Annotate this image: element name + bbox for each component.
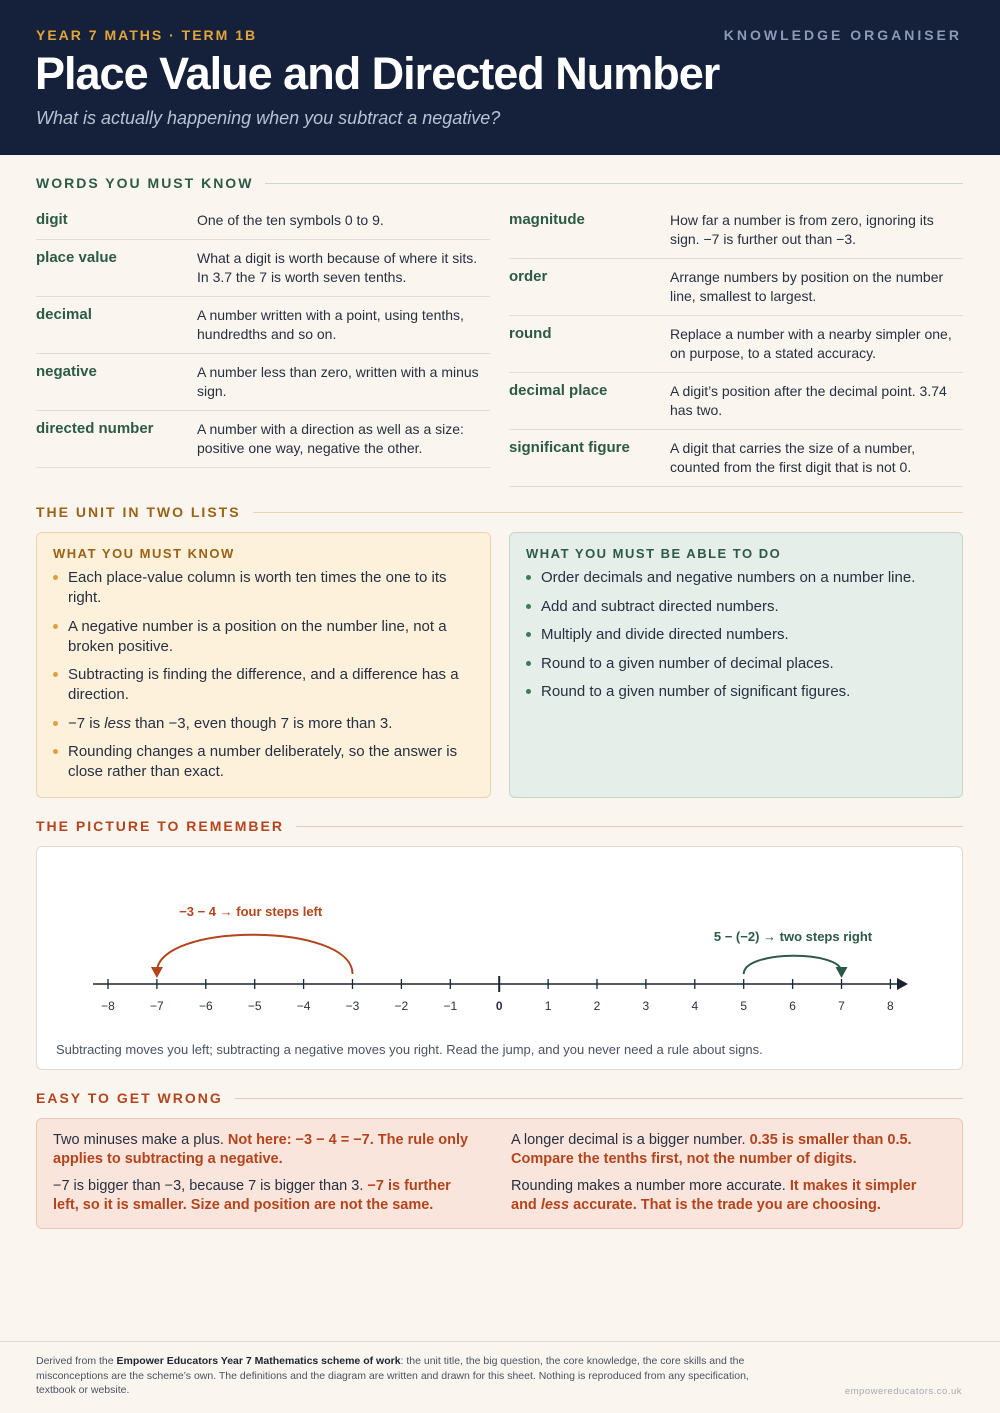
glossary-definition: Replace a number with a nearby simpler one, on purpose, to a stated accuracy. [670, 326, 952, 361]
misconception-claim: Two minuses make a plus. [53, 1132, 228, 1148]
footer-text-post: : the unit title, the big question, the core knowledge, the core skills and the misconceptions are the scheme’s own. The definitions and the diagram are written and drawn for this sheet. Nothing is reproduced from any specification, textbook or website. [36, 1355, 749, 1396]
divider [253, 512, 963, 513]
section-heading-label: WORDS YOU MUST KNOW [36, 175, 254, 191]
list-item-emphasis: less [104, 714, 131, 732]
misconception-fix: −7 is further left, so it is smaller. Size and position are not the same. [53, 1178, 451, 1213]
tick-label: −4 [296, 999, 311, 1013]
glossary-row [36, 202, 490, 240]
tick-label: −5 [247, 999, 262, 1013]
header-banner [0, 0, 1000, 155]
bullet-icon [53, 749, 58, 754]
tick-label: −7 [150, 999, 164, 1013]
list-item-text-pre: −7 is [68, 714, 105, 732]
list-item [526, 597, 948, 617]
right-jump-label: 5 − (−2) → two steps right [713, 929, 873, 944]
section-heading-picture [36, 818, 963, 834]
course-label: YEAR 7 MATHS · TERM 1B [36, 27, 258, 43]
bullet-icon [526, 575, 531, 580]
axis-arrow-icon [897, 978, 908, 990]
panel-title: WHAT YOU MUST KNOW [53, 546, 235, 561]
bullet-icon [53, 575, 58, 580]
glossary-row [509, 430, 963, 487]
bullet-icon [53, 624, 58, 629]
list-item-text: Rounding changes a number deliberately, so the answer is close rather than exact. [68, 743, 458, 780]
divider [296, 826, 963, 827]
right-jump-arc [744, 956, 842, 974]
glossary-term: place value [36, 249, 117, 266]
must-know-panel [36, 532, 491, 798]
tick-label: 8 [887, 999, 894, 1013]
list-item-text-post: than −3, even though 7 is more than 3. [130, 714, 393, 732]
right-jump-arrowhead-icon [836, 967, 848, 978]
left-jump-arrowhead-icon [151, 967, 163, 978]
glossary-row [509, 316, 963, 373]
glossary-definition: A number written with a point, using tenths, hundredths and so on. [197, 307, 464, 342]
glossary-definition: Arrange numbers by position on the number line, smallest to largest. [670, 269, 944, 304]
footer-attribution [36, 1354, 766, 1398]
page-title: Place Value and Directed Number [35, 48, 720, 99]
glossary-definition: A digit that carries the size of a number, counted from the first digit that is not 0. [670, 440, 916, 475]
tick-label: 5 [740, 999, 748, 1013]
must-know-list [53, 568, 476, 791]
footer-website: empowereducators.co.uk [844, 1386, 962, 1397]
number-line-svg [37, 847, 964, 1037]
glossary-definition: How far a number is from zero, ignoring its sign. −7 is further out than −3. [670, 212, 934, 247]
glossary-definition: A number with a direction as well as a size: positive one way, negative the other. [197, 421, 464, 456]
glossary-term: order [509, 268, 548, 285]
number-line-diagram [36, 846, 963, 1070]
tick-label: 0 [495, 999, 503, 1013]
tick-label: −6 [198, 999, 213, 1013]
bullet-icon [526, 632, 531, 637]
glossary-left-column [36, 202, 490, 468]
glossary-row [36, 297, 490, 354]
bullet-icon [526, 604, 531, 609]
list-item [53, 742, 476, 782]
footer-source: Empower Educators Year 7 Mathematics scheme of work [116, 1355, 401, 1367]
section-heading-label: THE UNIT IN TWO LISTS [36, 504, 241, 520]
glossary-row [36, 240, 490, 297]
tick-label: 4 [691, 999, 699, 1013]
glossary-definition: What a digit is worth because of where it sits. In 3.7 the 7 is worth seven tenths. [197, 250, 478, 285]
panel-title: WHAT YOU MUST BE ABLE TO DO [526, 546, 782, 561]
list-item [53, 568, 476, 608]
glossary-term: decimal place [509, 382, 608, 399]
tick-label: −1 [443, 999, 458, 1013]
tick-label: −3 [345, 999, 360, 1013]
bullet-icon [53, 672, 58, 677]
diagram-caption: Subtracting moves you left; subtracting a negative moves you right. Read the jump, and you never need a rule about signs. [56, 1042, 763, 1057]
fix-text-post: accurate. That is the trade you are choosing. [569, 1197, 881, 1213]
bullet-icon [526, 661, 531, 666]
glossary-term: directed number [36, 420, 154, 437]
list-item-text: Round to a given number of significant figures. [541, 683, 851, 700]
footer-text-pre: Derived from the [36, 1355, 117, 1367]
glossary-row [36, 354, 490, 411]
misconceptions-panel [36, 1118, 963, 1229]
glossary-term: negative [36, 363, 97, 380]
misconception-claim: Rounding makes a number more accurate. [511, 1178, 790, 1194]
misconception-claim: −7 is bigger than −3, because 7 is bigger than 3. [53, 1178, 368, 1194]
list-item-text: Add and subtract directed numbers. [541, 597, 779, 615]
list-item [526, 682, 948, 702]
list-item [526, 625, 948, 645]
list-item-text: Round to a given number of decimal places. [541, 654, 834, 672]
tick-label: 7 [838, 999, 845, 1013]
list-item [526, 654, 948, 674]
glossary-term: decimal [36, 306, 92, 323]
tick-label: 3 [642, 999, 650, 1013]
fix-emphasis: less [540, 1197, 570, 1213]
section-heading-words [36, 175, 963, 191]
tick-label: −8 [101, 999, 115, 1013]
bullet-icon [53, 721, 58, 726]
glossary-term: significant figure [509, 439, 630, 456]
list-item-text: Each place-value column is worth ten times the one to its right. [68, 569, 447, 606]
left-jump-label: −3 − 4 → four steps left [179, 904, 323, 919]
section-heading-misconceptions [36, 1090, 963, 1106]
list-item [53, 714, 476, 734]
list-item [526, 568, 948, 588]
fix-text-pre: It makes it simpler and [511, 1178, 917, 1213]
misconception-claim: A longer decimal is a bigger number. [511, 1132, 750, 1148]
list-item-text: Multiply and divide directed numbers. [541, 626, 789, 643]
glossary-definition: A digit’s position after the decimal point. 3.74 has two. [670, 383, 947, 418]
tick-label: 2 [593, 999, 601, 1013]
glossary-row [509, 202, 963, 259]
glossary-row [509, 259, 963, 316]
section-heading-label: EASY TO GET WRONG [36, 1090, 223, 1106]
misconception-item [53, 1131, 478, 1169]
list-item-text: A negative number is a position on the number line, not a broken positive. [68, 617, 447, 655]
able-to-do-panel [509, 532, 963, 798]
divider [265, 183, 963, 184]
misconception-item [511, 1131, 936, 1169]
list-item-text: Order decimals and negative numbers on a number line. [541, 569, 916, 586]
tick-label: 1 [544, 999, 552, 1013]
tick-label: −2 [394, 999, 409, 1013]
misconception-fix: 0.35 is smaller than 0.5. Compare the tenths first, not the number of digits. [511, 1132, 912, 1167]
list-item-text: Subtracting is finding the difference, and a difference has a direction. [68, 666, 459, 703]
misconception-item [511, 1177, 936, 1215]
section-heading-label: THE PICTURE TO REMEMBER [36, 818, 284, 834]
list-item [53, 665, 476, 705]
misconception-item [53, 1177, 478, 1215]
footer-divider [0, 1341, 1000, 1342]
divider [235, 1098, 963, 1099]
glossary-right-column [509, 202, 963, 487]
glossary-term: magnitude [509, 211, 585, 228]
document-type-label: KNOWLEDGE ORGANISER [723, 27, 962, 43]
left-jump-arc [157, 935, 353, 974]
list-item [53, 617, 476, 657]
tick-label: 6 [789, 999, 796, 1013]
glossary-definition: A number less than zero, written with a minus sign. [197, 364, 479, 399]
glossary-term: round [509, 325, 552, 342]
glossary-term: digit [36, 211, 68, 228]
section-heading-unit [36, 504, 963, 520]
big-question: What is actually happening when you subtract a negative? [36, 108, 501, 128]
glossary-row [509, 373, 963, 430]
glossary-row [36, 411, 490, 468]
misconception-fix: Not here: −3 − 4 = −7. The rule only applies to subtracting a negative. [53, 1132, 469, 1167]
able-to-do-list [526, 568, 948, 711]
bullet-icon [526, 689, 531, 694]
glossary-definition: One of the ten symbols 0 to 9. [197, 212, 384, 228]
